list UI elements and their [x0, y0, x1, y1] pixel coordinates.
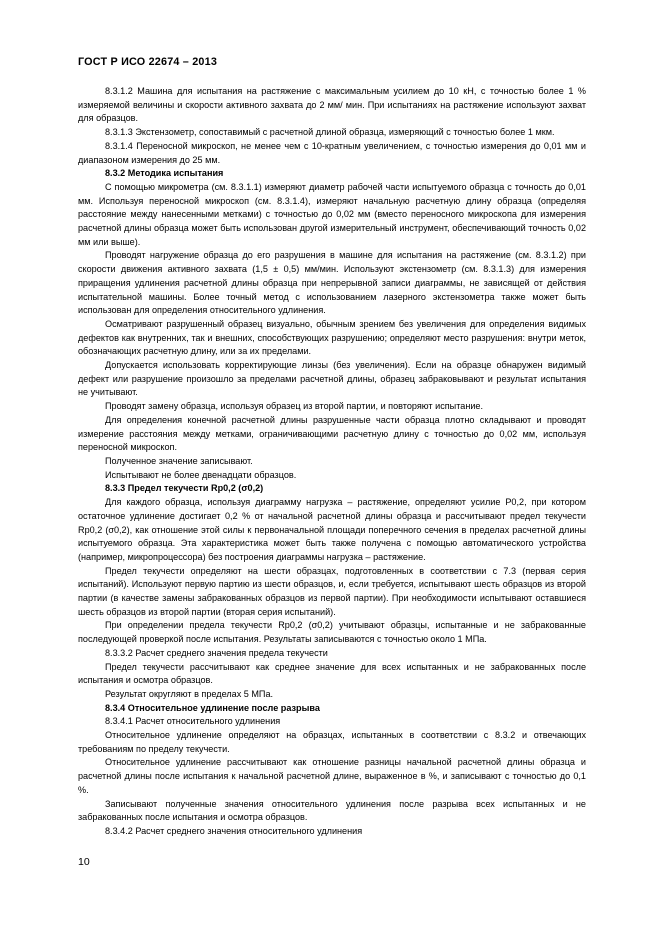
- paragraph: Осматривают разрушенный образец визуально, обычным зрением без увеличения для определения видимых дефектов как внутренних, так и внешних, способствующих разрушению; определяют место разрушения: внутри меток, обозначающих расчетную длину, или за их пределами.: [78, 318, 586, 357]
- paragraph: Относительное удлинение определяют на образцах, испытанных в соответствии с 8.3.2 и отвечающих требованиям по пределу текучести.: [78, 730, 586, 754]
- section-heading-8-3-3: 8.3.3 Предел текучести Rp0,2 (σ0,2): [105, 483, 264, 494]
- paragraph-8-3-3-2: 8.3.3.2 Расчет среднего значения предела текучести: [105, 647, 328, 658]
- paragraph-8-3-4-2: 8.3.4.2 Расчет среднего значения относительного удлинения: [105, 825, 363, 836]
- paragraph-8-3-1-3: 8.3.1.3 Экстензометр, сопоставимый с расчетной длиной образца, измеряющий с точностью более 1 мкм.: [105, 127, 555, 138]
- paragraph: Относительное удлинение рассчитывают как отношение разницы начальной расчетной длины образца и расчетной длины после испытания к начальной расчетной длине, выраженное в %, и записывают с точностью до 0,1 %.: [78, 757, 586, 795]
- paragraph: Предел текучести рассчитывают как среднее значение для всех испытанных и не забракованных после испытания и осмотра образцов.: [78, 661, 586, 686]
- paragraph: Предел текучести определяют на шести образцах, подготовленных в соответствии с 7.3 (первая серия испытаний). Используют первую партию из шести образцов, и, если требуется, испытывают шесть образцов из второй партии (в качестве замены забракованных образцов из первой партии). При необходимости испытывают оставшиеся шесть образцов из второй партии (вторая серия испытаний).: [78, 565, 586, 617]
- paragraph: Полученное значение записывают.: [105, 455, 253, 466]
- paragraph: При определении предела текучести Rp0,2 (σ0,2) учитывают образцы, испытанные и не забракованные последующей проверкой после испытания. Результаты записываются с точностью около 1 МПа.: [78, 620, 586, 645]
- paragraph-8-3-1-2: 8.3.1.2 Машина для испытания на растяжение с максимальным усилием до 10 кН, с точностью более 1 % измеряемой величины и скорости активного захвата до 2 мм/ мин. При испытаниях на растяжение используют захват для образцов.: [78, 86, 586, 124]
- paragraph: Проводят замену образца, используя образец из второй партии, и повторяют испытание.: [105, 401, 484, 412]
- document-header: ГОСТ Р ИСО 22674 – 2013: [78, 56, 218, 68]
- page-number: 10: [78, 856, 90, 868]
- paragraph: Результат округляют в пределах 5 МПа.: [105, 688, 274, 699]
- document-body: [78, 85, 586, 839]
- paragraph-8-3-1-4: 8.3.1.4 Переносной микроскоп, не менее чем с 10-кратным увеличением, с точностью измерения до 0,01 мм и диапазоном измерения до 25 мм.: [78, 140, 586, 165]
- paragraph: Испытывают не более двенадцати образцов.: [105, 469, 297, 480]
- section-heading-8-3-4: 8.3.4 Относительное удлинение после разрыва: [105, 702, 320, 713]
- paragraph: Для каждого образца, используя диаграмму нагрузка – растяжение, определяют усилие P0,2, при котором остаточное удлинение достигает 0,2 % от начальной расчетной длины образца и рассчитывают предел текучести Rp0,2 (σ0,2), как отношение этой силы к первоначальной площади поперечного сечения в пределах расчетной длины испытуемого образца. Эта характеристика может быть также получена с помощью автоматического устройства (например, микропроцессора) без построения диаграммы нагрузка – растяжение.: [78, 497, 586, 562]
- paragraph-8-3-4-1: 8.3.4.1 Расчет относительного удлинения: [105, 716, 281, 727]
- paragraph: С помощью микрометра (см. 8.3.1.1) измеряют диаметр рабочей части испытуемого образца с точность до 0,01 мм. Используя переносной микроскоп (см. 8.3.1.4), измеряют начальную расчетную длину образца (определяя расстояние между нанесенными метками) с точностью до 0,02 мм (вместо переносного микроскопа для измерения расчетной длины образца может быть использован другой измерительный инструмент, обеспечивающий точность 0,02 мм или выше).: [78, 181, 586, 247]
- paragraph: Записывают полученные значения относительного удлинения после разрыва всех испытанных и не забракованных после испытания и осмотра образцов.: [78, 798, 586, 823]
- paragraph: Проводят нагружение образца до его разрушения в машине для испытания на растяжение (см. 8.3.1.2) при скорости движения активного захвата (1,5 ± 0,5) мм/мин. Используют экстензометр (см. 8.3.1.3) для измерения приращения удлинения расчетной длины образца при непрерывной записи диаграммы, не зависящей от действия испытательной машины. Более точный метод с использованием лазерного экстензометра также может быть использован для определения относительного удлинения.: [78, 250, 586, 316]
- paragraph: Для определения конечной расчетной длины разрушенные части образца плотно складывают и проводят измерение расстояния между метками, ограничивающими расчетную длину с точностью до 0,02 мм, используя переносной микроскоп.: [78, 414, 586, 453]
- paragraph: Допускается использовать корректирующие линзы (без увеличения). Если на образце обнаружен видимый дефект или разрушение произошло за пределами расчетной длины, образец забраковывают и результат испытания не учитывают.: [78, 360, 586, 398]
- section-heading-8-3-2: 8.3.2 Методика испытания: [105, 168, 224, 179]
